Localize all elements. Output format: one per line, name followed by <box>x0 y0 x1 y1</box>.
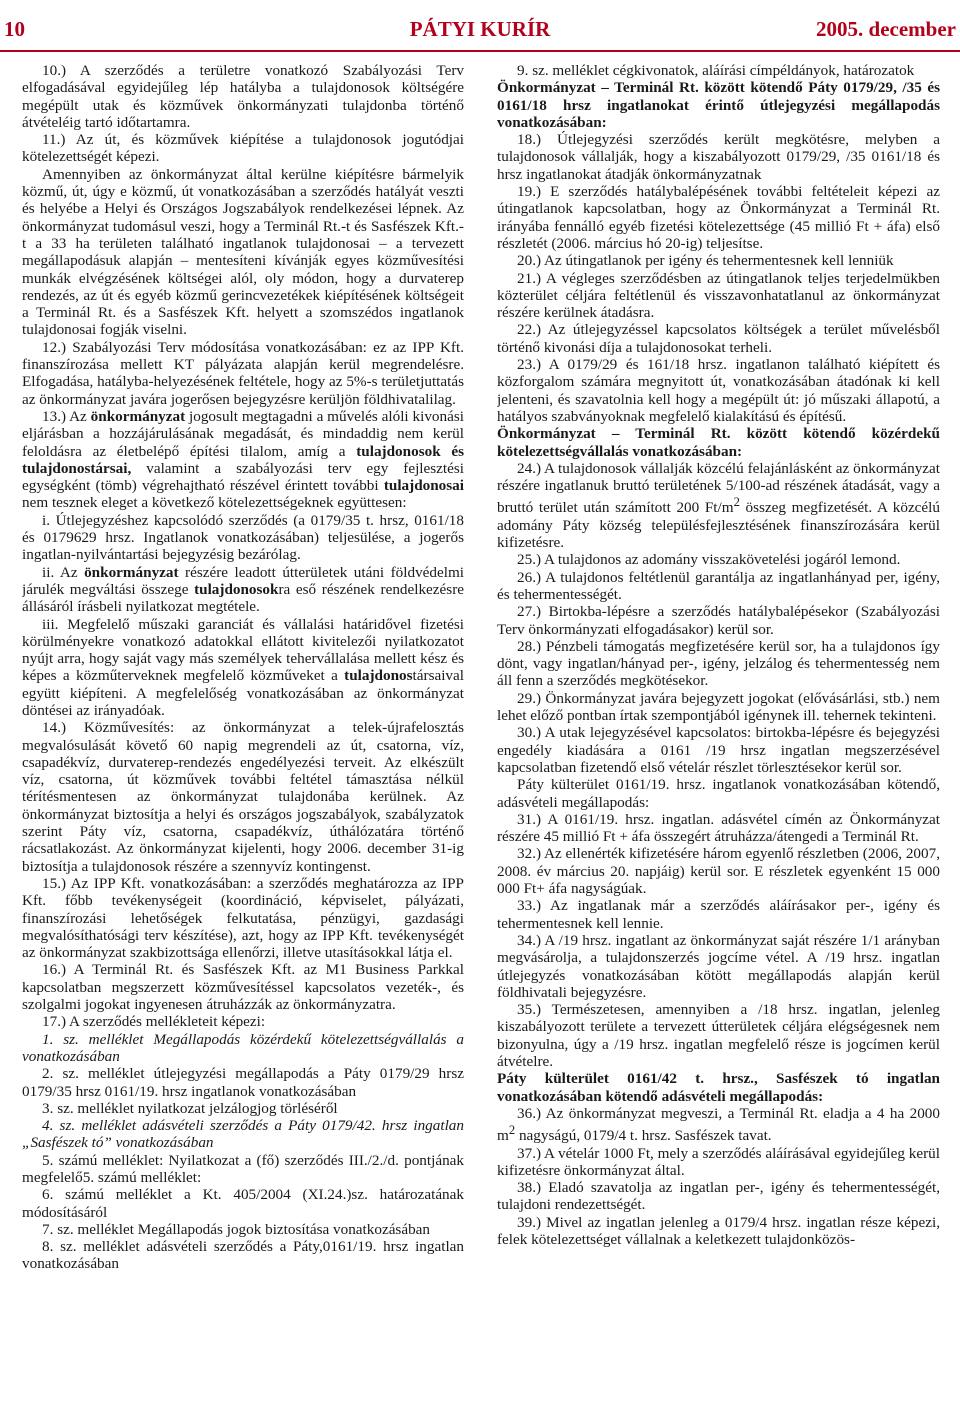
annex-4: 4. sz. melléklet adásvételi szerződés a Páty 0179/42. hrsz ingatlan „Sasfészek tó” vonatkozásában <box>22 1117 464 1152</box>
section-heading-road-agreement: Önkormányzat – Terminál Rt. között kötendő Páty 0179/29, /35 és 0161/18 hrsz ingatlanokat érintő útlejegyzési megállapodás vonatkozásában: <box>497 79 940 131</box>
section-heading-sale-0161-19: Páty külterület 0161/19. hrsz. ingatlanok vonatkozásában kötendő, adásvételi megállapodás: <box>497 776 940 811</box>
paragraph-11b: Amennyiben az önkormányzat által kerülne kiépítésre bármelyik közmű, út, úgy e közmű, út vonatkozásában a szerződés hatályát veszti és helyébe a Helyi és Országos Jogszabályok rendelkezései lépnek. Az önkormányzat tudomásul veszi, hogy a Terminál Rt.-t és Sasfészek Kft.-t a 33 ha területen található ingatlanok tulajdonosai – a tervezett megállapodásuk alapján – mentesíteni kívánják egyes közművesítési munkák elvégzésének költségei alól, oly módon, hogy a durvaterep rendezés, az út és egyéb közmű gerincvezetékek kiépítésének költségeit a Terminál Rt. és a Sasfészek Kft. helyett a szomszédos ingatlanok tulajdonosai fogják viselni. <box>22 165 464 339</box>
issue-date: 2005. december <box>816 17 956 41</box>
paragraph-11a: 11.) Az út, és közművek kiépítése a tulajdonosok jogutódjai kötelezettségét képezi. <box>22 131 464 166</box>
left-column <box>22 62 464 1422</box>
annex-7: 7. sz. melléklet Megállapodás jogok biztosítása vonatkozásában <box>42 1220 431 1238</box>
text-run-bold: tulajdonos <box>344 667 413 685</box>
text-run: 36.) Az önkormányzat megveszi, a Terminál Rt. eladja a 4 ha 2000 m <box>497 1104 940 1145</box>
section-heading-public-commitment: Önkormányzat – Terminál Rt. között kötendő közérdekű kötelezettségvállalás vonatkozásában: <box>497 425 940 460</box>
text-run: részére leadott útterületek utáni földvédelmi járulék megváltási összege <box>22 563 464 598</box>
header-rule <box>0 50 960 52</box>
annex-3: 3. sz. melléklet nyilatkozat jelzálogjog törléséről <box>42 1099 338 1117</box>
page-number: 10 <box>4 17 25 41</box>
text-run: összeg megfizetését. A közcélú adomány Páty község településfejlesztésének finanszírozására kerül kifizetésre. <box>497 499 940 552</box>
paragraph-31: 31.) A 0161/19. hrsz. ingatlan. adásvétel címén az Önkormányzat részére 45 millió Ft + áfa összegért átruházza/átengedi a Terminál Rt. <box>497 810 940 846</box>
text-run-bold: tulajdonosok és tulajdonostársai, <box>22 442 464 477</box>
paragraph-34: 34.) A /19 hrsz. ingatlant az önkormányzat saját részére 1/1 arányban megvásárolja, a tulajdonszerzés jogcíme vétel. A /19 hrsz. ingatlan útlejegyzés vonatkozásában kötött megállapodás alapján kerül földhivatali bejegyzésre. <box>497 931 940 1001</box>
annex-6: 6. számú melléklet a Kt. 405/2004 (XI.24.)sz. határozatának módosításáról <box>22 1186 464 1221</box>
text-run: jogosult megtagadni a művelés alóli kivonási eljárásban a hozzájárulásának megadását, és mindaddig nem kerül feloldásra az életbelépő építési tilalom, amíg a <box>22 407 464 460</box>
right-column <box>497 62 940 1422</box>
annex-1: 1. sz. melléklet Megállapodás közérdekű kötelezettségvállalás a vonatkozásában <box>22 1030 464 1065</box>
paragraph-20: 20.) Az útingatlanok per igény és tehermentesnek kell lenniük <box>517 252 894 270</box>
paragraph-30: 30.) A utak lejegyzésével kapcsolatos: birtokba-lépésre és bejegyzési engedély kiadására a 0161 /19 hrsz ingatlan megszerzésével kapcsolatban fizetendő első vételár részlet törlesztésekor kerül sor. <box>497 724 940 776</box>
text-run: valamint a szabályozási terv egy fejlesztési egységként (tömb) végrehajtható részével érintett további <box>22 459 464 495</box>
text-run: társaival együtt kiépíteni. A megfelelőség vonatkozásában az önkormányzat döntései az irányadóak. <box>22 667 464 719</box>
superscript: 2 <box>733 495 740 510</box>
paragraph-37: 37.) A vételár 1000 Ft, mely a szerződés aláírásával egyidejűleg kerül kifizetésre önkormányzat által. <box>497 1144 940 1179</box>
paragraph-14: 14.) Közművesítés: az önkormányzat a telek-újrafelosztás megvalósulását követő 60 napig megrendeli az út, csatorna, víz, csapadékvíz, durvaterep-rendezés engedélyezési terveit. Az elkészült víz, csatorna, út közművek további feltétel támasztása nélkül térítésmentesen az önkormányzat tulajdonába kerülnek. Az önkormányzat biztosítja a helyi és országos jogszabályok, szabályzatok szerint Páty víz, csatorna, csapadékvíz, úthálózatára történő rácsatlakozást. Az önkormányzat kijelenti, hogy 2006. december 31-ig biztosítja a tulajdonosok részére a szennyvíz kontingenst. <box>22 719 464 875</box>
text-run-bold: önkormányzat <box>90 407 186 425</box>
text-run: ii. Az <box>42 563 85 581</box>
paragraph-36 <box>497 1105 940 1145</box>
paragraph-12: 12.) Szabályozási Terv módosítása vonatkozásában: ez az IPP Kft. finanszírozása mellett KT pályázata alapján kerül megrendelésre. Elfogadása, hatályba-helyezésének feltétele, hogy az 5%-s területjuttatás az önkormányzat javára jogerősen bejegyzésre kerüljön földhivatalilag. <box>22 338 464 408</box>
section-heading-sasfeszek: Páty külterület 0161/42 t. hrsz., Sasfészek tó ingatlan vonatkozásában kötendő adásvételi megállapodás: <box>497 1070 940 1105</box>
publication-title: PÁTYI KURÍR <box>409 17 551 41</box>
annex-9: 9. sz. melléklet cégkivonatok, aláírási címpéldányok, határozatok <box>517 62 915 79</box>
text-run: ra eső részének rendelkezésre állásáról írásbeli nyilatkozat megtétele. <box>22 580 464 616</box>
text-run-bold: tulajdonosai <box>383 477 464 495</box>
paragraph-10: 10.) A szerződés a területre vonatkozó Szabályozási Terv elfogadásával egyidejűleg lép hatályba a tulajdonosok költségére megépült utak és közművek önkormányzati tulajdonba történő átvételéig tartó időtartamra. <box>22 62 464 131</box>
annex-2: 2. sz. melléklet útlejegyzési megállapodás a Páty 0179/29 hrsz 0179/35 hrsz 0161/19. hrsz ingatlanok vonatkozásában <box>22 1065 464 1100</box>
paragraph-ii <box>22 564 464 616</box>
text-run: 24.) A tulajdonosok vállalják közcélú felajánlásként az önkormányzat részére ingatlanuk bruttó területének 5/100-ad részének átadását, vagy a bruttó terület után számított 200 Ft/m <box>497 459 940 517</box>
paragraph-26: 26.) A tulajdonos feltétlenül garantálja az ingatlanhányad per, igény, és tehermentességét. <box>497 568 940 603</box>
paragraph-33: 33.) Az ingatlanak már a szerződés aláírásakor per-, igény és tehermentesnek kell lennie. <box>497 897 940 932</box>
annex-5: 5. számú melléklet: Nyilatkozat a (fő) szerződés III./2./d. pontjának megfelelő5. számú melléklet: <box>22 1151 464 1186</box>
page-header <box>0 0 960 50</box>
paragraph-23: 23.) A 0179/29 és 161/18 hrsz. ingatlanon található kiépített és közforgalom számára megnyitott út, vonatkozásában átadónak ki kell jelenteni, és szavatolnia kell hogy a megépült út: jó műszaki állapotú, a hatályos szabványoknak megfelelő kialakítású és építésű. <box>497 356 940 425</box>
text-run: nagyságú, 0179/4 t. hrsz. Sasfészek tavat. <box>515 1127 772 1145</box>
paragraph-i: i. Útlejegyzéshez kapcsolódó szerződés (a 0179/35 t. hrsz, 0161/18 és 0179629 hrsz. Ingatlanok vonatkozásában) teljesülése, a jogerős ingatlan-nyilvántartási bejegyzésig bezárólag. <box>22 511 464 564</box>
paragraph-19: 19.) E szerződés hatálybalépésének további feltételeit képezi az útingatlanok kapcsolatban, hogy az Önkormányzat a Terminál Rt. irányába fennálló egyéb fizetési kötelezettsége (45 millió Ft + áfa) első részletét (2006. március hó 20-ig) teljesítse. <box>497 183 940 252</box>
paragraph-15: 15.) Az IPP Kft. vonatkozásában: a szerződés meghatározza az IPP Kft. főbb tevékenységeit (koordináció, képviselet, pályázati, finanszírozási lehetőségek felkutatása, pénzügyi, gazdasági megvalósíthatósági terv készítése), azt, hogy az IPP Kft. tevékenységét az önkormányzat szakbizottsága ellenőrzi, illetve utasításokkal látja el. <box>22 874 464 962</box>
paragraph-iii <box>22 616 464 720</box>
text-run-bold: tulajdonosok <box>194 580 279 598</box>
text-run: nem tesznek eleget a következő kötelezettségeknek együttesen: <box>22 494 407 512</box>
text-run-bold: önkormányzat <box>84 563 179 581</box>
annex-8: 8. sz. melléklet adásvételi szerződés a Páty,0161/19. hrsz ingatlan vonatkozásában <box>22 1238 464 1273</box>
paragraph-32: 32.) Az ellenérték kifizetésére három egyenlő részletben (2006, 2007, 2008. év március 20. napjáig) kerül sor. E részletek egyenként 15 000 000 Ft+ áfa nagyságúak. <box>497 845 940 898</box>
paragraph-27: 27.) Birtokba-lépésre a szerződés hatálybalépésekor (Szabályozási Terv önkormányzati elfogadásakor) kerül sor. <box>497 603 940 638</box>
paragraph-35: 35.) Természetesen, amennyiben a /18 hrsz. ingatlan, jelenleg kiszabályozott területe a tervezett útterületek céljára elégségesnek nem bizonyulna, úgy a /19 hrsz. ingatlan megfelelő része is jogcímen kerül átvételre. <box>497 1001 940 1070</box>
paragraph-24 <box>497 460 940 552</box>
superscript: 2 <box>508 1123 516 1138</box>
paragraph-39: 39.) Mivel az ingatlan jelenleg a 0179/4 hrsz. ingatlan része képezi, felek kötelezettséget vállalnak a keletkezett tulajdonközös- <box>497 1213 940 1249</box>
text-run: iii. Megfelelő műszaki garanciát és vállalási határidővel fizetési körülményekre vonatkozó adatokkal ellátott kivitelezői nyilatkozatot nyújt arra, hogy saját vagy más személyek tehervállalása mellett kész és képes a közműterveknek megfelelő közműveket a <box>22 615 464 685</box>
paragraph-28: 28.) Pénzbeli támogatás megfizetésére kerül sor, ha a tulajdonos így dönt, vagy ingatlan/hányad per-, igény, jelzálog és tehermentesség nem áll fenn a szerződés megkötésekor. <box>497 637 940 690</box>
paragraph-22: 22.) Az útlejegyzéssel kapcsolatos költségek a terület művelésből történő kivonási díja a tulajdonosokat terheli. <box>497 321 940 356</box>
paragraph-38: 38.) Eladó szavatolja az ingatlan per-, igény és tehermentességét, tulajdoni rendezettségét. <box>497 1179 940 1214</box>
paragraph-17: 17.) A szerződés mellékleteit képezi: <box>42 1013 266 1031</box>
paragraph-18: 18.) Útlejegyzési szerződés került megkötésre, melyben a tulajdonosok vállalják, hogy a kiszabályozott 0179/29, /35 0161/18 és hrsz ingatlanokat átadják önkormányzatnak <box>497 131 940 183</box>
text-run: 13.) Az <box>42 407 91 425</box>
paragraph-16: 16.) A Terminál Rt. és Sasfészek Kft. az M1 Business Parkkal kapcsolatban megszerzett közművesítéssel kapcsolatos vezeték-, és szolgalmi jogokat ingyenesen átruházzák az önkormányzatra. <box>22 961 464 1014</box>
paragraph-13 <box>22 408 464 512</box>
paragraph-21: 21.) A végleges szerződésben az útingatlanok teljes terjedelmükben közterület céljára feltétlenül és visszavonhatatlanul az önkormányzat részére kerülnek átadásra. <box>497 269 940 322</box>
paragraph-29: 29.) Önkormányzat javára bejegyzett jogokat (elővásárlási, stb.) nem lehet előző pontban írtak szempontjából igénynek ill. tehernek tekinteni. <box>497 689 940 725</box>
paragraph-25: 25.) A tulajdonos az adomány visszakövetelési jogáról lemond. <box>517 551 901 569</box>
